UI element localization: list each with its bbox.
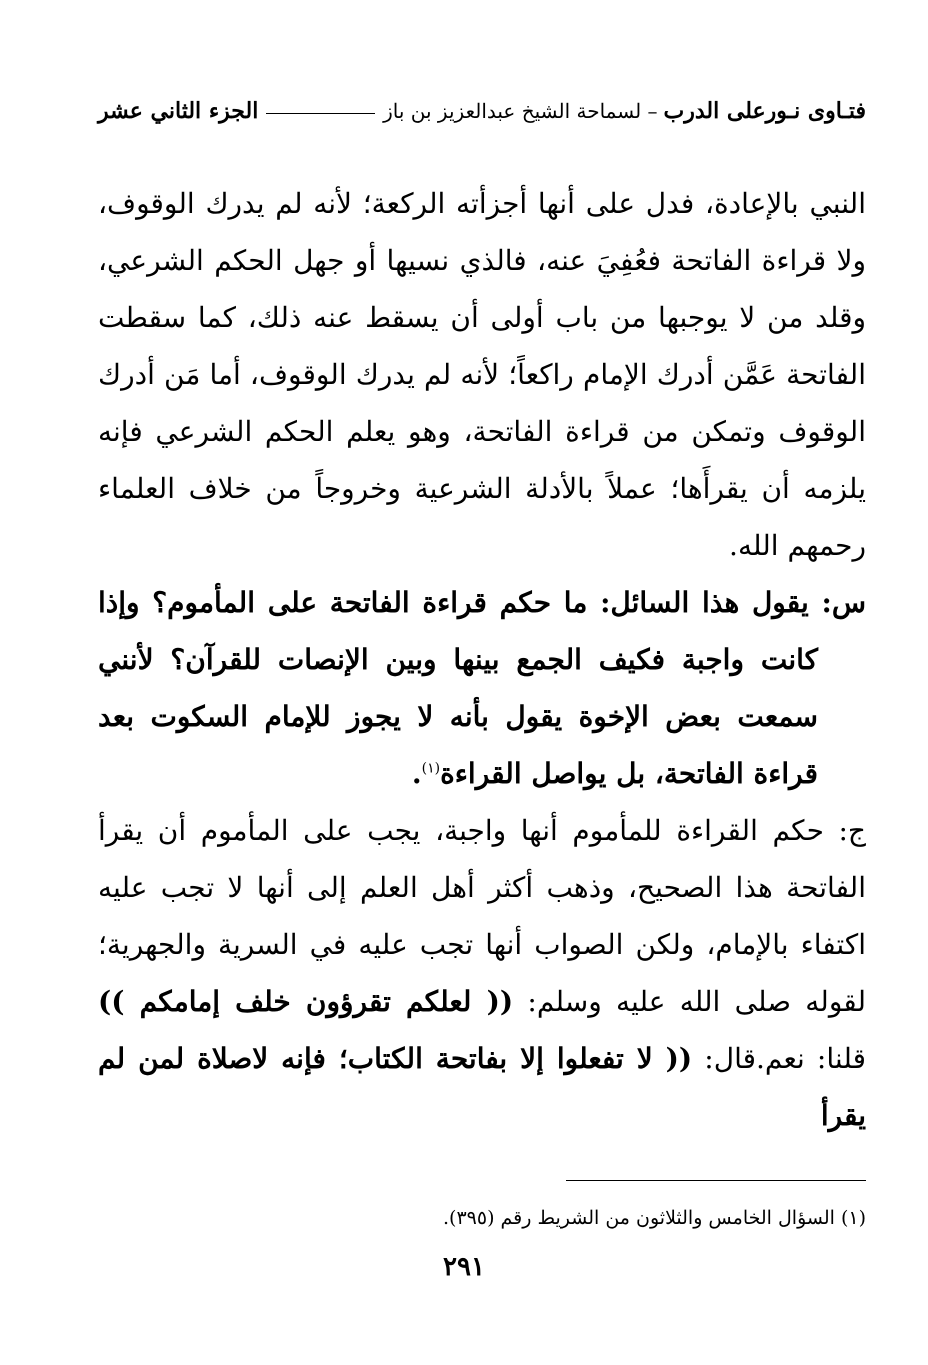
header-author — [383, 99, 663, 123]
answer-text: حكم القراءة للمأموم أنها واجبة، يجب على المأموم أن يقرأ الفاتحة هذا الصحيح، وذهب أكثر أهل العلم إلى أنها لا تجب عليه اكتفاء بالإمام، ولكن الصواب أنها تجب عليه في السرية والجهرية؛ لقوله صلى الله عليه وسلم: — [98, 814, 866, 1018]
continuation-paragraph: النبي بالإعادة، فدل على أنها أجزأته الركعة؛ لأنه لم يدرك الوقوف، ولا قراءة الفاتحة فعُفِيَ عنه، فالذي نسيها أو جهل الحكم الشرعي، وقلد من لا يوجبها من باب أولى أن يسقط عنه ذلك، كما سقطت الفاتحة عَمَّن أدرك الإمام راكعاً؛ لأنه لم يدرك الوقوف، أما مَن أدرك الوقوف وتمكن من قراءة الفاتحة، وهو يعلم الحكم الشرعي فإنه يلزمه أن يقرأَها؛ عملاً بالأدلة الشرعية وخروجاً من خلاف العلماء رحمهم الله. — [98, 187, 866, 562]
footnote-reference[interactable]: (١) — [421, 760, 441, 777]
hadith-quote-1: (( لعلكم تقرؤون خلف إمامكم )) — [98, 985, 514, 1018]
question-text: يقول هذا السائل: ما حكم قراءة الفاتحة على المأموم؟ وإذا كانت واجبة فكيف الجمع بينها وبين الإنصات للقرآن؟ لأنني سمعت بعض الإخوة يقول بأنه لا يجوز للإمام السكوت بعد قراءة الفاتحة، بل يواصل القراءة — [98, 586, 818, 790]
answer-paragraph — [98, 802, 866, 1144]
hadith-quote-2: (( لا تفعلوا إلا بفاتحة الكتاب؛ فإنه لاصلاة لمن لم يقرأ — [98, 1042, 866, 1132]
volume-part: الجزء الثاني عشر — [98, 98, 259, 124]
author-name: لسماحة الشيخ عبدالعزيز بن باز — [383, 99, 642, 123]
answer-mid: قلنا: نعم.قال: — [704, 1042, 866, 1075]
header-rule — [266, 113, 375, 114]
main-text — [98, 175, 866, 1144]
question-paragraph — [98, 574, 866, 802]
question-end: . — [411, 757, 422, 790]
footnote-separator — [566, 1180, 866, 1181]
header-separator: – — [647, 99, 658, 123]
footnote: (١) السؤال الخامس والثلاثون من الشريط رقم (٣٩٥). — [443, 1207, 866, 1229]
answer-label: ج: — [838, 814, 866, 847]
running-header — [98, 93, 866, 129]
book-title: فتـاوى نـورعلى الدرب — [663, 98, 866, 124]
question-label: س: — [821, 586, 866, 619]
page-number: ٢٩١ — [443, 1252, 485, 1282]
